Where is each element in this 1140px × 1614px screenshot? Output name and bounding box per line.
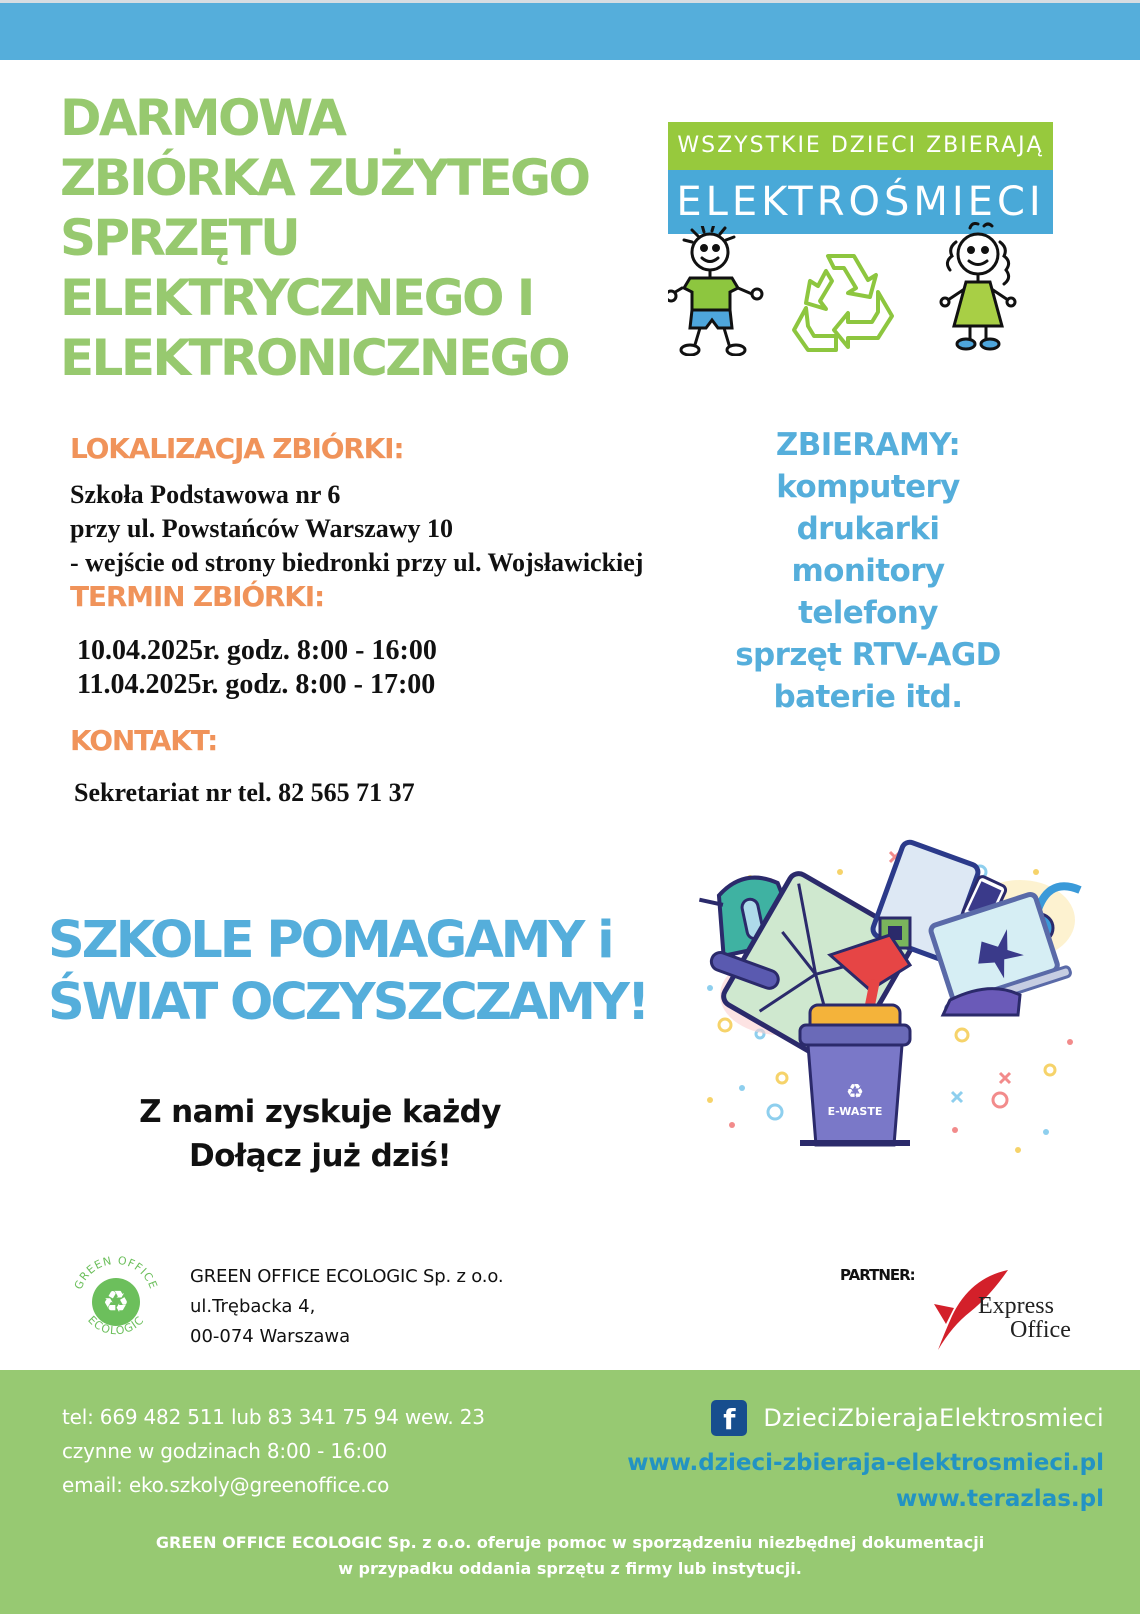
schedule-line: 10.04.2025r. godz. 8:00 - 16:00 bbox=[77, 635, 437, 666]
collected-item: telefony bbox=[798, 595, 938, 631]
bin-recycle-icon: ♻ bbox=[846, 1079, 864, 1103]
organizer-city: 00-074 Warszawa bbox=[190, 1326, 351, 1347]
page-title bbox=[60, 88, 588, 388]
collected-item: baterie itd. bbox=[773, 679, 963, 715]
green-office-logo-bottom: ECOLOGIC bbox=[85, 1313, 147, 1338]
e-waste-illustration bbox=[670, 820, 1090, 1180]
top-banner-bar bbox=[0, 0, 1140, 60]
schedule-line: 11.04.2025r. godz. 8:00 - 17:00 bbox=[77, 669, 436, 700]
collected-item: komputery bbox=[776, 469, 960, 505]
footer-phone: tel: 669 482 511 lub 83 341 75 94 wew. 23 bbox=[62, 1405, 485, 1429]
collected-item: drukarki bbox=[796, 511, 940, 547]
footer-hours: czynne w godzinach 8:00 - 16:00 bbox=[62, 1439, 387, 1463]
partner-label: PARTNER: bbox=[840, 1266, 915, 1284]
location-line: - wejście od strony biedronki przy ul. Wojsławickiej bbox=[70, 548, 644, 577]
slogan-line: ŚWIAT OCZYSZCZAMY! bbox=[48, 973, 648, 1032]
website-link-elektrosmieci[interactable]: www.dzieci-zbieraja-elektrosmieci.pl bbox=[627, 1450, 1104, 1476]
location-line: Szkoła Podstawowa nr 6 bbox=[70, 480, 341, 509]
subslogan-line: Dołącz już dziś! bbox=[188, 1138, 452, 1174]
slogan-line: SZKOLE POMAGAMY i bbox=[48, 911, 612, 970]
partner-word-2: Office bbox=[1010, 1317, 1071, 1343]
facebook-page-name: DzieciZbierajaElektrosmieci bbox=[763, 1404, 1104, 1432]
location-label: LOKALIZACJA ZBIÓRKI: bbox=[70, 432, 404, 465]
footer-note-line: w przypadku oddania sprzętu z firmy lub instytucji. bbox=[338, 1559, 802, 1578]
title-line: ELEKTRYCZNEGO I bbox=[60, 269, 533, 327]
footer-contact bbox=[62, 1400, 485, 1502]
girl-figure-icon bbox=[930, 222, 1040, 357]
schedule-label: TERMIN ZBIÓRKI: bbox=[70, 580, 324, 613]
footer-email[interactable]: email: eko.szkoly@greenoffice.co bbox=[62, 1473, 390, 1497]
contact-phone: Sekretariat nr tel. 82 565 71 37 bbox=[74, 778, 415, 807]
facebook-link[interactable] bbox=[711, 1400, 1104, 1436]
collected-items-list bbox=[718, 424, 1018, 718]
recycle-icon bbox=[788, 246, 898, 352]
svg-text:♻: ♻ bbox=[102, 1285, 130, 1320]
campaign-logo bbox=[668, 122, 1053, 362]
express-office-logo bbox=[930, 1268, 1090, 1352]
slogan bbox=[48, 910, 647, 1034]
organizer-address bbox=[190, 1262, 503, 1352]
collected-item: monitory bbox=[791, 553, 945, 589]
facebook-icon: f bbox=[711, 1400, 747, 1436]
boy-figure-icon bbox=[668, 226, 778, 356]
subslogan bbox=[100, 1090, 540, 1178]
collected-item: sprzęt RTV-AGD bbox=[735, 637, 1001, 673]
title-line: ELEKTRONICZNEGO bbox=[60, 329, 568, 387]
collected-items-title: ZBIERAMY: bbox=[775, 427, 961, 463]
bin-label: E-WASTE bbox=[827, 1105, 883, 1118]
contact-label: KONTAKT: bbox=[70, 724, 218, 757]
title-line: ZBIÓRKA ZUŻYTEGO bbox=[60, 149, 589, 207]
footer-note bbox=[0, 1530, 1140, 1582]
campaign-logo-title: ELEKTROŚMIECI bbox=[668, 170, 1053, 234]
title-line: SPRZĘTU bbox=[60, 209, 299, 267]
organizer-street: ul.Trębacka 4, bbox=[190, 1296, 316, 1317]
location-line: przy ul. Powstańców Warszawy 10 bbox=[70, 514, 454, 543]
campaign-logo-tagline: WSZYSTKIE DZIECI ZBIERAJĄ bbox=[668, 122, 1053, 170]
website-link-terazlas[interactable]: www.terazlas.pl bbox=[895, 1486, 1104, 1512]
footer-note-line: GREEN OFFICE ECOLOGIC Sp. z o.o. oferuje pomoc w sporządzeniu niezbędnej dokumentacji bbox=[155, 1533, 985, 1552]
organizer-name: GREEN OFFICE ECOLOGIC Sp. z o.o. bbox=[190, 1266, 504, 1287]
green-office-logo-top: GREEN OFFICE bbox=[71, 1253, 161, 1292]
green-office-ecologic-logo bbox=[68, 1250, 164, 1346]
footer bbox=[0, 1370, 1140, 1614]
partner-word-1: Express bbox=[978, 1293, 1054, 1319]
subslogan-line: Z nami zyskuje każdy bbox=[139, 1094, 501, 1130]
title-line: DARMOWA bbox=[60, 89, 345, 147]
